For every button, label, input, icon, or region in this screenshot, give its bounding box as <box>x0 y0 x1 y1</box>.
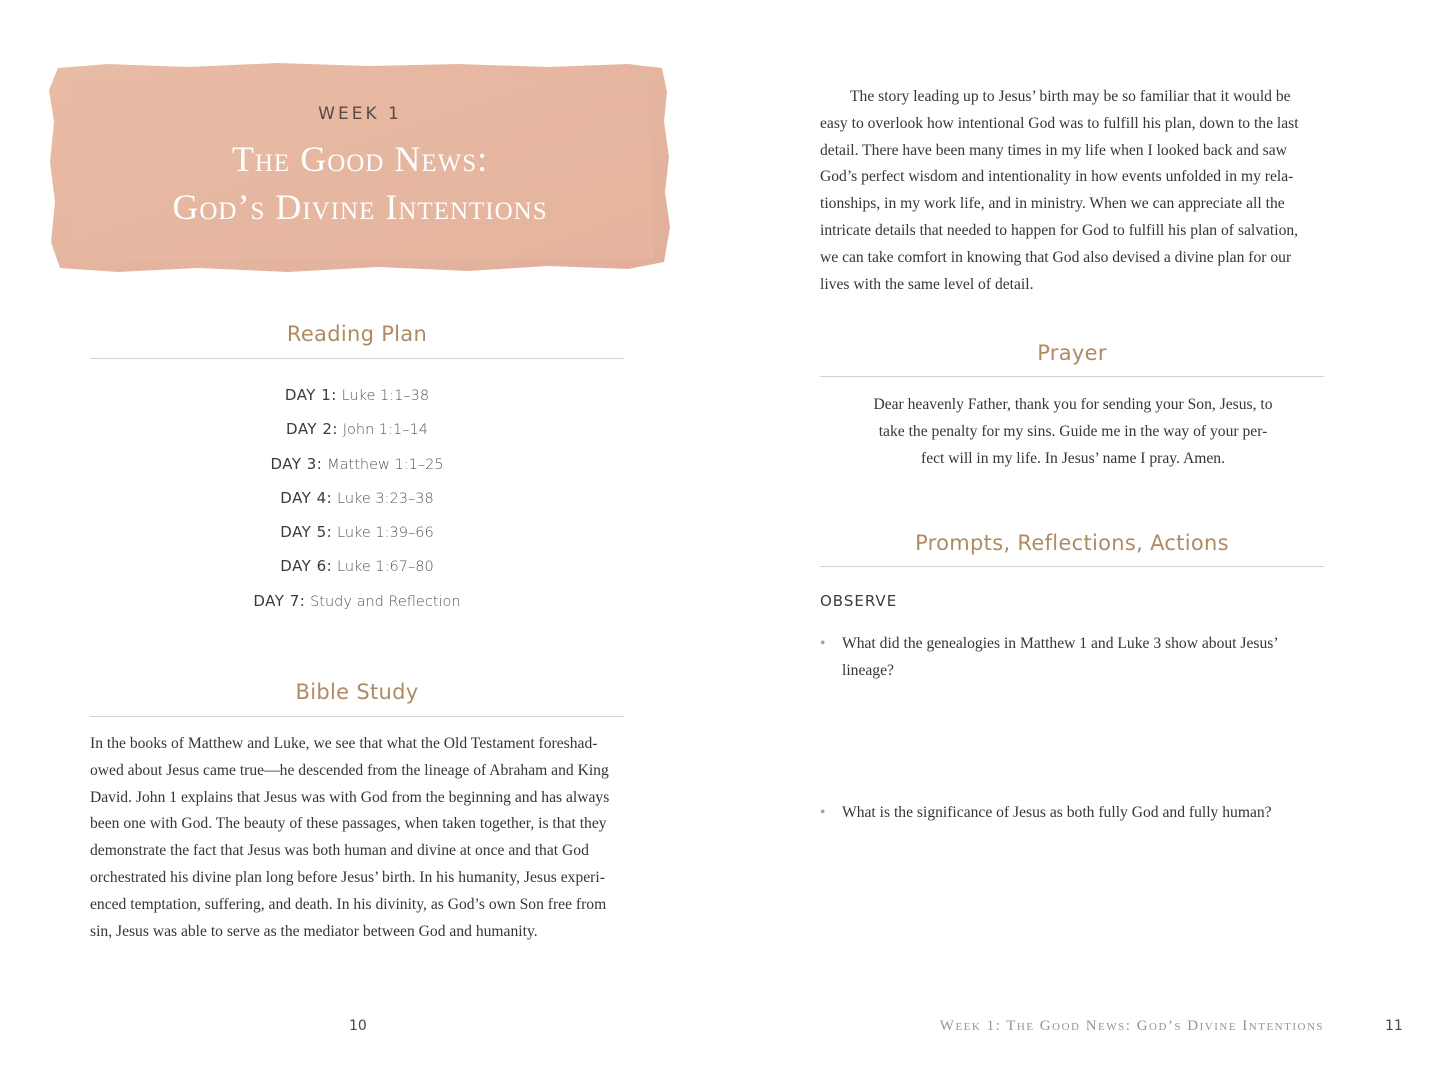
text-line: God’s perfect wisdom and intentionality in how events unfolded in my rela- <box>820 168 1294 186</box>
prompts-heading: Prompts, Reflections, Actions <box>915 531 1229 555</box>
intro-text <box>820 84 1326 298</box>
text-line: demonstrate the fact that Jesus was both human and divine at once and that God <box>90 842 589 860</box>
divider <box>820 376 1324 377</box>
text-line: take the penalty for my sins. Guide me in the way of your per- <box>878 422 1268 440</box>
observe-subheading: OBSERVE <box>820 592 898 610</box>
bullet-icon: • <box>820 804 826 821</box>
list-item: DAY 3: Matthew 1:1–25 <box>270 454 444 473</box>
week-banner <box>48 62 672 274</box>
text-line: tionships, in my work life, and in ministry. When we can appreciate all the <box>820 195 1285 213</box>
prayer-heading: Prayer <box>1037 341 1107 365</box>
bible-study-heading: Bible Study <box>295 680 419 704</box>
reading-plan-heading: Reading Plan <box>286 322 428 346</box>
text-line: David. John 1 explains that Jesus was with God from the beginning and has always <box>90 788 610 806</box>
text-line: been one with God. The beauty of these passages, when taken together, is that they <box>90 815 607 833</box>
list-item: DAY 7: Study and Reflection <box>253 591 461 610</box>
bible-study-text <box>90 731 624 945</box>
week-label: WEEK 1 <box>318 104 402 124</box>
prompt-line: What did the genealogies in Matthew 1 and Luke 3 show about Jesus’ <box>842 635 1279 652</box>
text-line: owed about Jesus came true—he descended from the lineage of Abraham and King <box>90 761 609 779</box>
text-line: intricate details that needed to happen for God to fulfill his plan of salvation, <box>820 221 1299 239</box>
text-line: In the books of Matthew and Luke, we see that what the Old Testament foreshad- <box>90 735 598 752</box>
page-number: 10 <box>349 1018 367 1034</box>
prompt-line: lineage? <box>842 661 894 679</box>
text-line: fect will in my life. In Jesus’ name I pray. Amen. <box>921 449 1225 467</box>
page-number: 11 <box>1385 1018 1403 1034</box>
list-item: DAY 6: Luke 1:67–80 <box>280 557 434 576</box>
bullet-icon: • <box>820 635 826 652</box>
text-line: orchestrated his divine plan long before Jesus’ birth. In his humanity, Jesus experi- <box>90 868 605 886</box>
text-line: lives with the same level of detail. <box>820 275 1034 293</box>
prompt-line: What is the significance of Jesus as both fully God and fully human? <box>842 804 1272 821</box>
text-line: we can take comfort in knowing that God also devised a divine plan for our <box>820 248 1292 266</box>
list-item: DAY 5: Luke 1:39–66 <box>280 523 434 542</box>
divider <box>820 566 1324 567</box>
left-page <box>0 0 722 1084</box>
list-item: DAY 2: John 1:1–14 <box>286 420 428 439</box>
text-line: sin, Jesus was able to serve as the mediator between God and humanity. <box>90 922 538 940</box>
prayer-text <box>820 392 1326 472</box>
text-line: easy to overlook how intentional God was to fulfill his plan, down to the last <box>820 114 1299 132</box>
text-line: detail. There have been many times in my life when I looked back and saw <box>820 141 1287 159</box>
prompt-item <box>820 631 1320 691</box>
right-page <box>722 0 1445 1084</box>
text-line: Dear heavenly Father, thank you for sending your Son, Jesus, to <box>873 396 1273 413</box>
list-item: DAY 4: Luke 3:23–38 <box>280 488 434 507</box>
prompt-item <box>820 800 1320 830</box>
reading-plan-list <box>90 383 624 623</box>
divider <box>90 716 624 717</box>
divider <box>90 358 624 359</box>
banner-title-line1: The Good News: <box>231 139 489 179</box>
text-line: enced temptation, suffering, and death. In his divinity, as God’s own Son free from <box>90 895 607 913</box>
running-head: Week 1: The Good News: God’s Divine Intentions <box>939 1018 1324 1034</box>
list-item: DAY 1: Luke 1:1–38 <box>284 386 430 404</box>
banner-title-line2: God’s Divine Intentions <box>172 187 548 227</box>
text-line: The story leading up to Jesus’ birth may be so familiar that it would be <box>850 88 1291 105</box>
